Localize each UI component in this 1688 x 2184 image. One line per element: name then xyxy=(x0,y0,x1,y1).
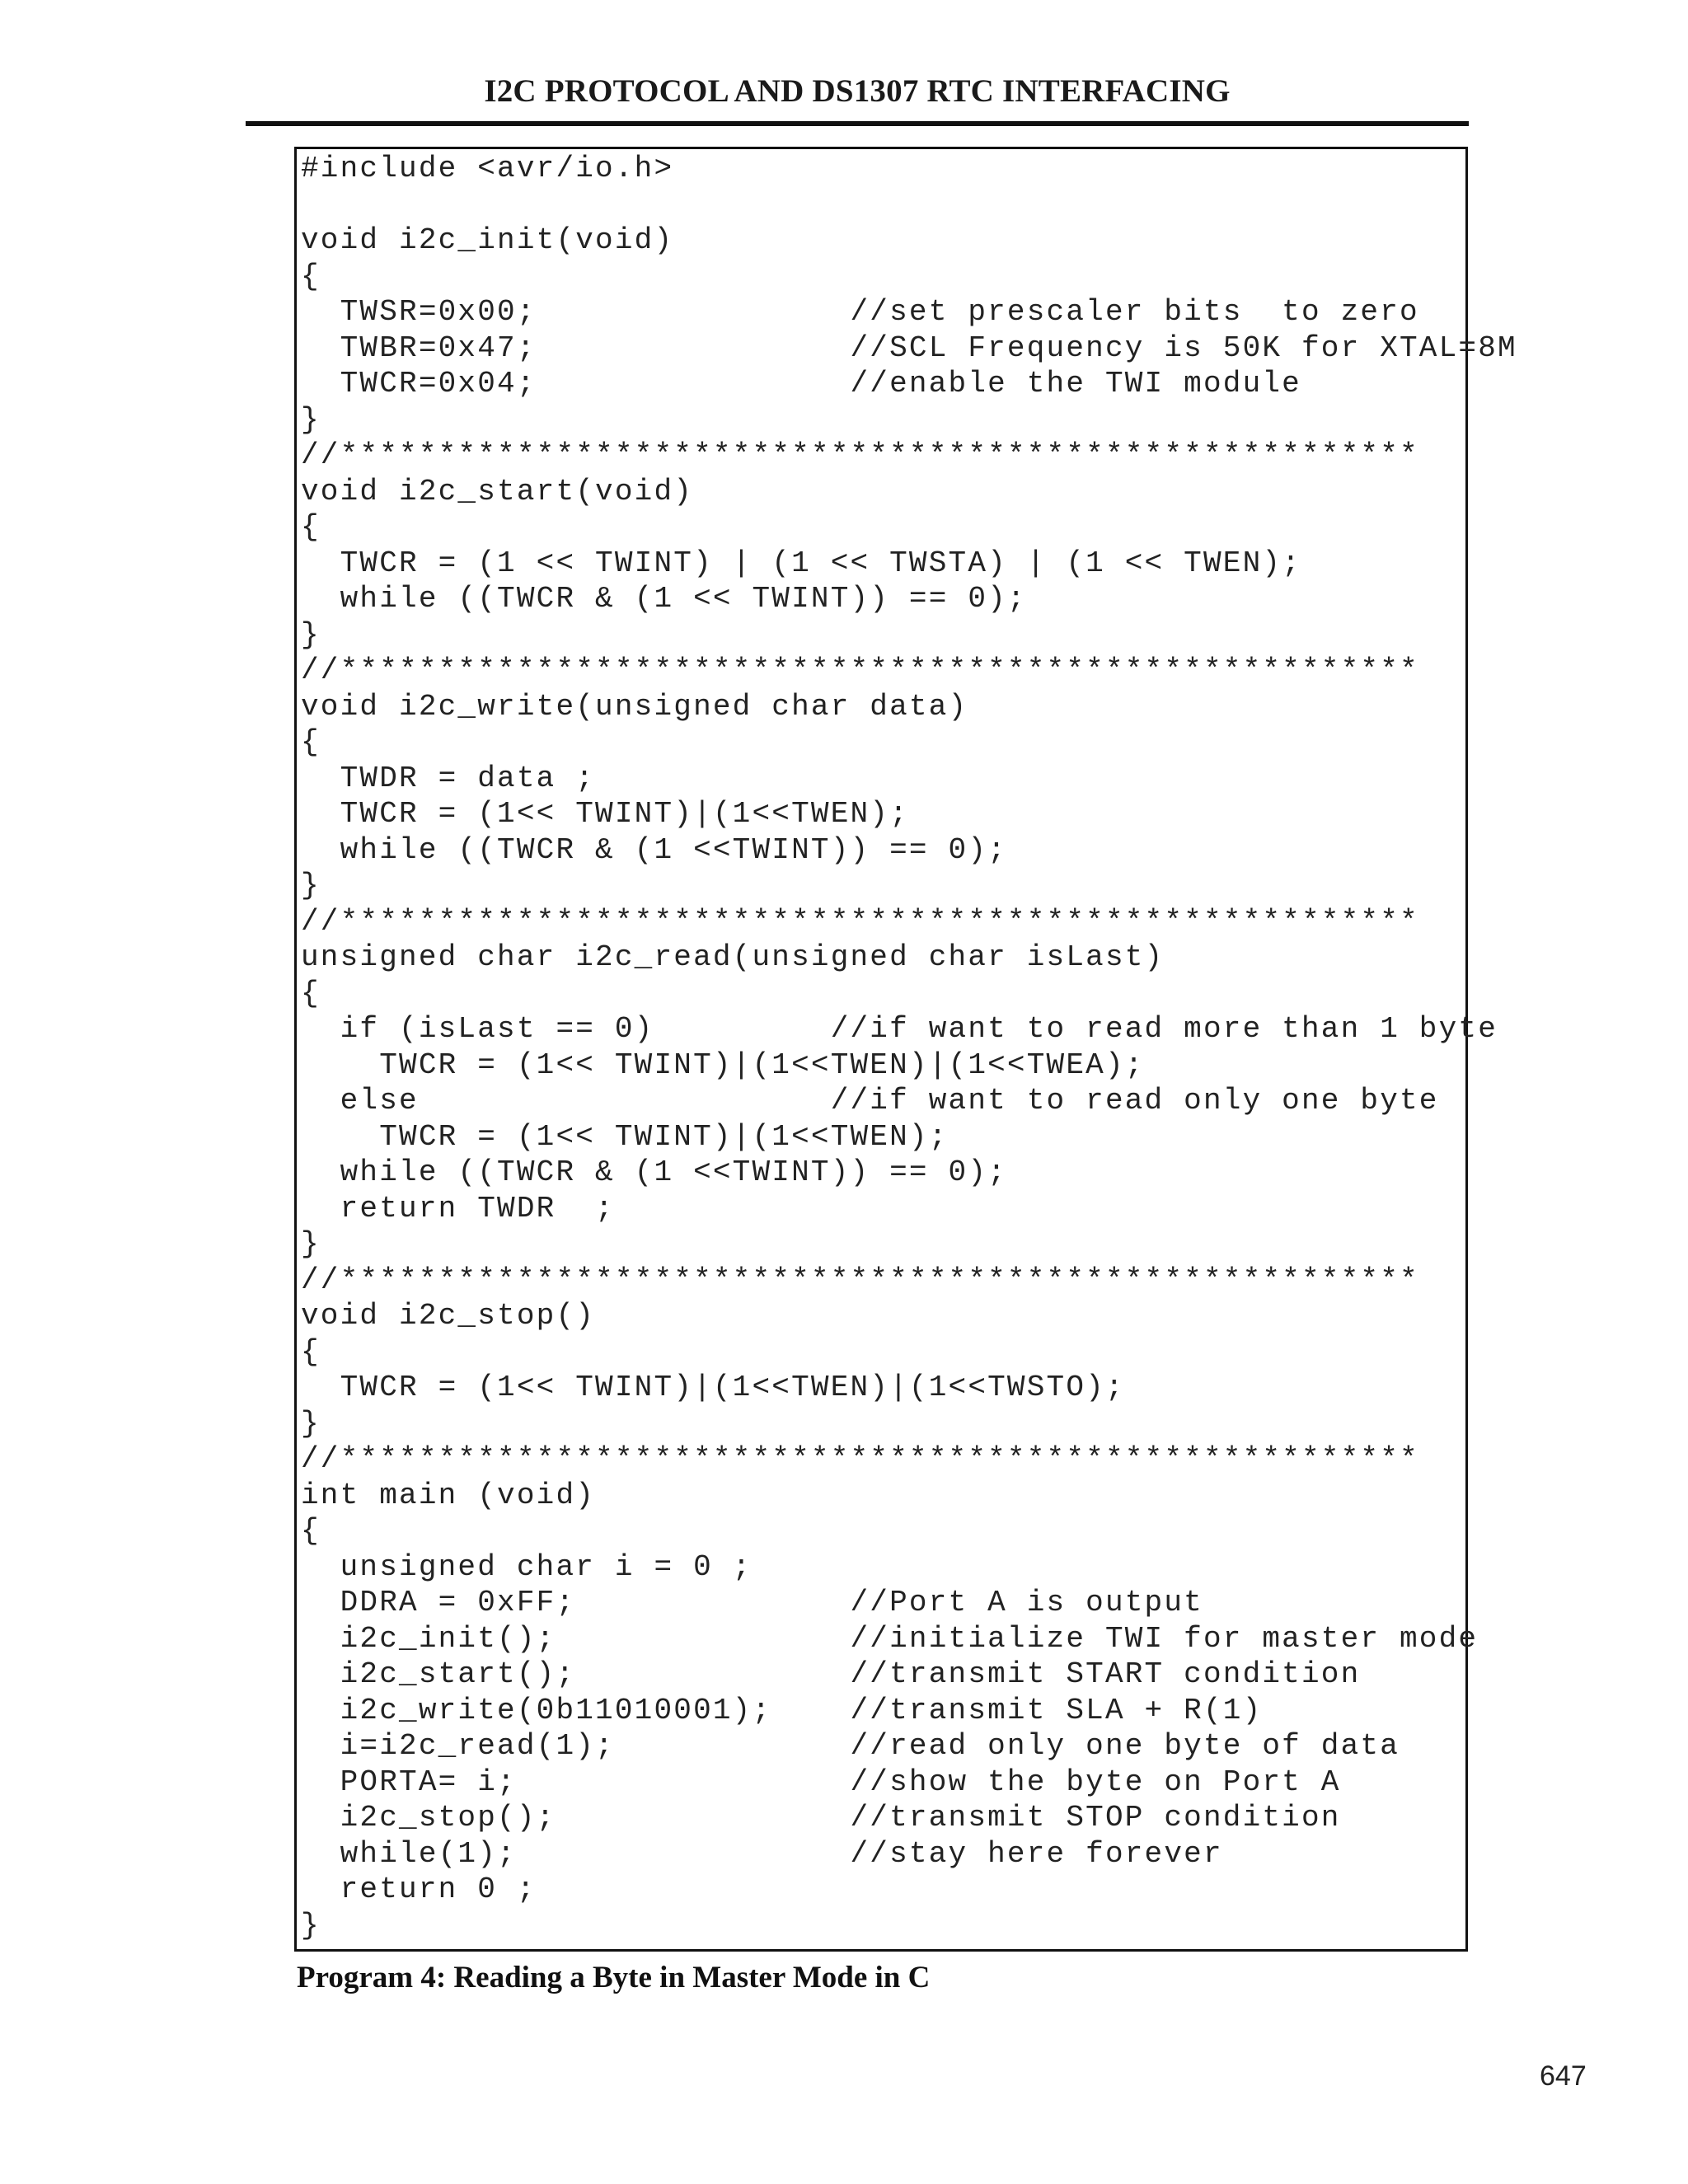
code-line: { xyxy=(301,1334,321,1369)
program-caption: Program 4: Reading a Byte in Master Mode in C xyxy=(297,1961,931,1994)
code-line: unsigned char i = 0 ; xyxy=(301,1549,753,1584)
header-rule xyxy=(246,121,1469,126)
code-line: } xyxy=(301,1406,321,1441)
code-line: DDRA = 0xFF; //Port A is output xyxy=(301,1586,1203,1619)
code-line: } xyxy=(301,617,321,652)
code-line: //******************************************************* xyxy=(301,904,1419,939)
code-line: } xyxy=(301,869,321,902)
code-line: { xyxy=(301,976,321,1010)
code-line: } xyxy=(301,1908,321,1943)
code-line: TWBR=0x47; //SCL Frequency is 50K for XTAL=8M xyxy=(301,330,1517,365)
code-line: i=i2c_read(1); //read only one byte of data xyxy=(301,1729,1400,1763)
code-line: void i2c_stop() xyxy=(301,1299,596,1333)
code-line: void i2c_write(unsigned char data) xyxy=(301,689,968,724)
code-line: } xyxy=(301,1227,321,1261)
code-line: TWCR = (1 << TWINT) | (1 << TWSTA) | (1 << TWEN); xyxy=(301,546,1301,580)
code-line: #include <avr/io.h> xyxy=(301,152,674,185)
code-line: TWCR=0x04; //enable the TWI module xyxy=(301,367,1301,401)
code-line: int main (void) xyxy=(301,1478,596,1512)
code-line: { xyxy=(301,1514,321,1548)
code-line: i2c_write(0b11010001); //transmit SLA + R(1) xyxy=(301,1693,1263,1727)
code-listing-box xyxy=(294,147,1517,1952)
code-line: } xyxy=(301,402,321,437)
code-line: return TWDR ; xyxy=(301,1191,615,1226)
code-listing xyxy=(301,151,1517,1943)
code-line: i2c_init(); //initialize TWI for master mode xyxy=(301,1621,1479,1656)
code-line: i2c_stop(); //transmit STOP condition xyxy=(301,1801,1341,1835)
code-line: if (isLast == 0) //if want to read more than 1 byte xyxy=(301,1012,1498,1046)
code-line: { xyxy=(301,259,321,293)
code-line: TWCR = (1<< TWINT)|(1<<TWEN); xyxy=(301,1119,949,1154)
code-line: unsigned char i2c_read(unsigned char isLast) xyxy=(301,940,1165,974)
code-line: //******************************************************* xyxy=(301,654,1419,687)
page-header-title: I2C PROTOCOL AND DS1307 RTC INTERFACING xyxy=(484,73,1231,109)
code-line: void i2c_start(void) xyxy=(301,474,694,509)
code-line: while(1); //stay here forever xyxy=(301,1836,1223,1871)
code-line: return 0 ; xyxy=(301,1872,537,1906)
code-line: i2c_start(); //transmit START condition xyxy=(301,1657,1361,1691)
code-line: { xyxy=(301,510,321,544)
code-line: else //if want to read only one byte xyxy=(301,1084,1439,1118)
code-line: { xyxy=(301,725,321,759)
code-line: PORTA= i; //show the byte on Port A xyxy=(301,1765,1341,1799)
code-line: //******************************************************* xyxy=(301,1442,1419,1476)
code-line: TWCR = (1<< TWINT)|(1<<TWEN)|(1<<TWSTO); xyxy=(301,1371,1125,1404)
code-line: TWCR = (1<< TWINT)|(1<<TWEN); xyxy=(301,797,909,831)
code-line: while ((TWCR & (1 <<TWINT)) == 0); xyxy=(301,832,1007,867)
code-line: while ((TWCR & (1 <<TWINT)) == 0); xyxy=(301,1155,1007,1189)
code-line: //******************************************************* xyxy=(301,1263,1419,1297)
code-line xyxy=(301,187,1517,223)
code-line: TWSR=0x00; //set prescaler bits to zero xyxy=(301,295,1419,329)
code-line: TWDR = data ; xyxy=(301,761,596,795)
code-line: void i2c_init(void) xyxy=(301,223,674,257)
code-line: TWCR = (1<< TWINT)|(1<<TWEN)|(1<<TWEA); xyxy=(301,1047,1145,1082)
code-line: //******************************************************* xyxy=(301,438,1419,472)
code-line: while ((TWCR & (1 << TWINT)) == 0); xyxy=(301,582,1027,616)
page-number: 647 xyxy=(1540,2060,1587,2092)
